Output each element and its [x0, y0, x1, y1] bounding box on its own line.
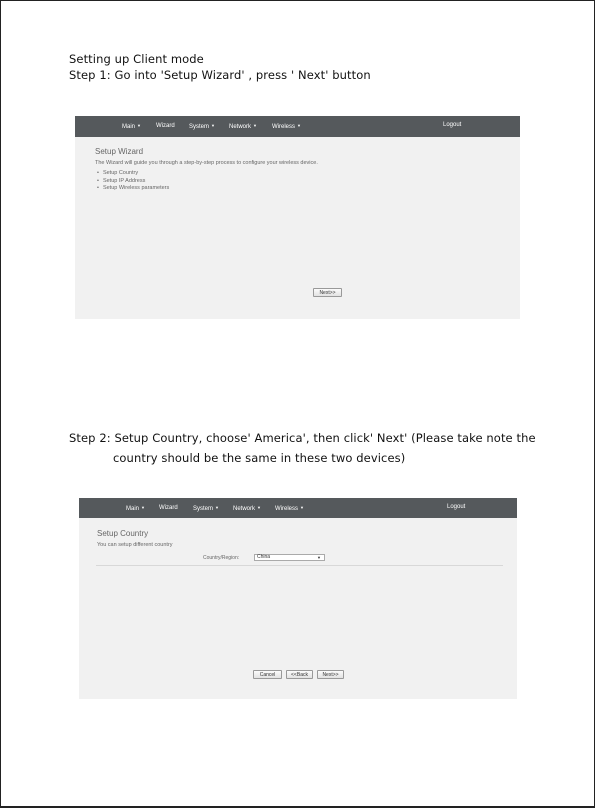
doc-heading: Setting up Client mode	[69, 52, 204, 66]
caret-down-icon: ▼	[297, 123, 301, 128]
nav-network[interactable]: Network ▼	[229, 123, 257, 130]
caret-down-icon: ▼	[257, 505, 261, 510]
nav-wireless[interactable]: Wireless ▼	[275, 505, 304, 512]
nav-network[interactable]: Network ▼	[233, 505, 261, 512]
next-button[interactable]: Next>>	[313, 288, 342, 297]
caret-down-icon: ▼	[141, 505, 145, 510]
caret-down-icon: ▼	[300, 505, 304, 510]
doc-step1: Step 1: Go into 'Setup Wizard' , press ' Next' button	[69, 68, 371, 82]
nav-main[interactable]: Main ▼	[126, 505, 145, 512]
nav-wireless[interactable]: Wireless ▼	[272, 123, 301, 130]
country-description: You can setup different country	[97, 542, 173, 548]
logout-link[interactable]: Logout	[447, 504, 466, 510]
caret-down-icon: ▼	[253, 123, 257, 128]
nav-system[interactable]: System ▼	[193, 505, 219, 512]
nav-system[interactable]: System ▼	[189, 123, 215, 130]
nav-wizard[interactable]: Wizard	[159, 505, 178, 511]
navbar	[79, 498, 517, 518]
list-item: • Setup Wireless parameters	[97, 185, 169, 193]
list-item: • Setup IP Address	[97, 178, 169, 186]
page-title: Setup Wizard	[95, 147, 144, 156]
chevron-down-icon: ▼	[317, 555, 321, 560]
nav-main[interactable]: Main ▼	[122, 123, 141, 130]
setup-wizard-screenshot	[75, 116, 520, 319]
navbar	[75, 116, 520, 137]
back-button[interactable]: <<Back	[286, 670, 313, 679]
caret-down-icon: ▼	[215, 505, 219, 510]
nav-wizard[interactable]: Wizard	[156, 123, 175, 129]
next-button[interactable]: Next>>	[317, 670, 344, 679]
country-region-label: Country/Region:	[203, 555, 240, 561]
caret-down-icon: ▼	[211, 123, 215, 128]
page-title: Setup Country	[97, 529, 149, 538]
cancel-button[interactable]: Cancel	[253, 670, 282, 679]
caret-down-icon: ▼	[137, 123, 141, 128]
page-border-top	[0, 0, 595, 1]
doc-step2-line2: country should be the same in these two devices)	[113, 451, 406, 465]
divider	[96, 565, 503, 566]
wizard-description: The Wizard will guide you through a step-by-step process to configure your wireless device.	[95, 160, 318, 166]
doc-step2-line1: Step 2: Setup Country, choose' America', then click' Next' (Please take note the	[69, 431, 536, 445]
page-border-left	[0, 0, 1, 808]
country-region-select[interactable]	[254, 554, 325, 561]
country-select-value: China	[257, 554, 271, 560]
wizard-steps-list	[97, 170, 169, 193]
setup-country-screenshot	[79, 498, 517, 699]
list-item: • Setup Country	[97, 170, 169, 178]
logout-link[interactable]: Logout	[443, 122, 462, 128]
